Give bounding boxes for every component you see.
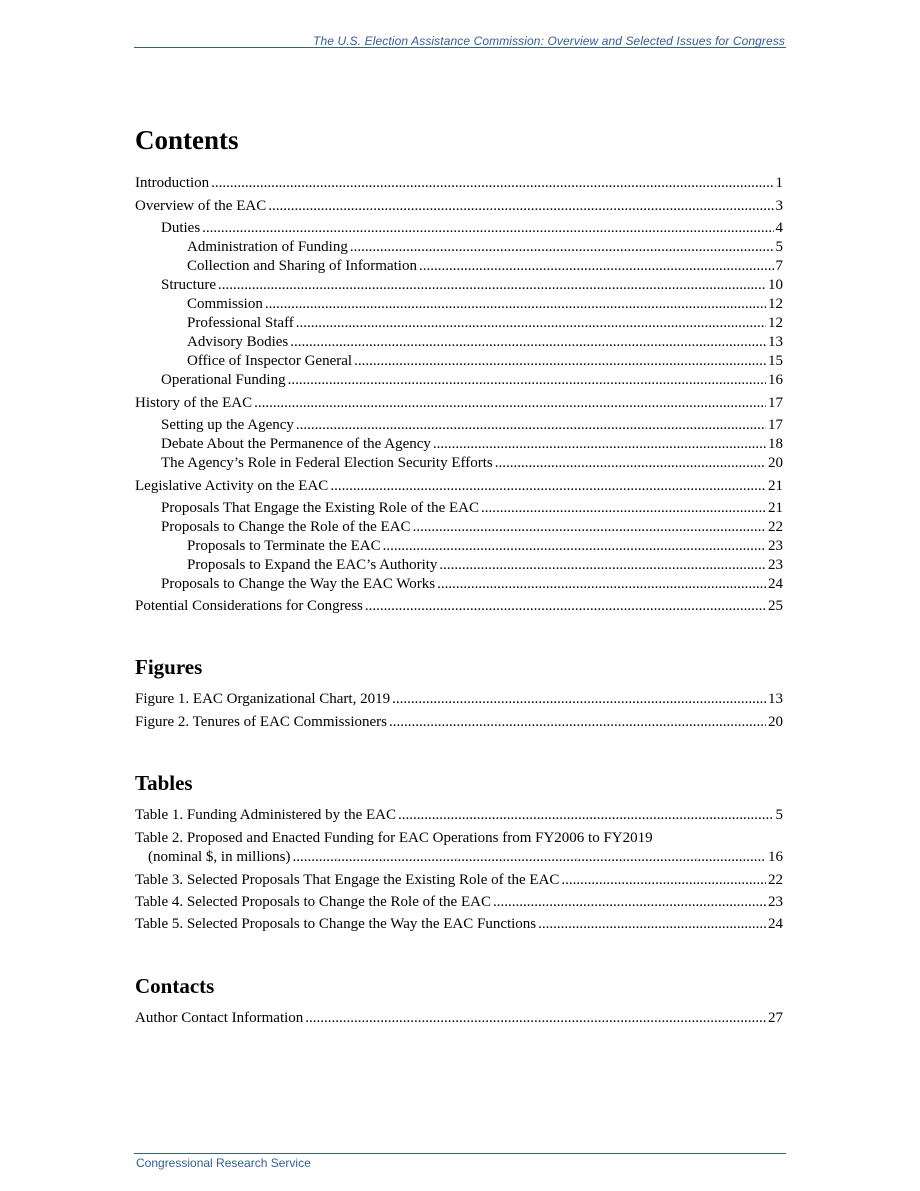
toc-entry-history[interactable]: [135, 394, 783, 413]
toc-entry-text: Potential Considerations for Congress: [135, 598, 363, 614]
toc-entry-text: Table 2. Proposed and Enacted Funding for EAC Operations from FY2006 to FY2019: [135, 830, 653, 846]
toc-leader-dots: [495, 454, 766, 473]
toc-entry-text: Overview of the EAC: [135, 198, 267, 214]
toc-page-number: 12: [768, 315, 783, 331]
toc-leader-dots: [493, 893, 766, 912]
toc-page-number: 23: [768, 538, 783, 554]
toc-page-number: 3: [775, 198, 783, 214]
toc-leader-dots: [392, 690, 766, 709]
toc-entry-inspector-general[interactable]: [135, 352, 783, 371]
toc-leader-dots: [413, 518, 766, 537]
toc-entry-election-security[interactable]: [135, 454, 783, 473]
toc-leader-dots: [350, 238, 774, 257]
toc-leader-dots: [433, 435, 766, 454]
toc-entry-professional-staff[interactable]: [135, 314, 783, 333]
toc-leader-dots: [288, 371, 766, 390]
toc-leader-dots: [389, 713, 766, 732]
toc-page-number: 27: [768, 1010, 783, 1026]
toc-page-number: 10: [768, 277, 783, 293]
toc-entry-operational-funding[interactable]: [135, 371, 783, 390]
toc-page-number: 5: [775, 807, 783, 823]
toc-entry-engage-existing-role[interactable]: [135, 499, 783, 518]
toc-page-number: 22: [768, 519, 783, 535]
figures-heading: Figures: [135, 655, 203, 679]
header-rule: [134, 47, 786, 48]
toc-leader-dots: [398, 806, 773, 825]
toc-entry-change-role[interactable]: [135, 518, 783, 537]
figure-entry-tenures[interactable]: [135, 713, 783, 732]
toc-leader-dots: [437, 575, 766, 594]
toc-page-number: 5: [775, 239, 783, 255]
toc-entry-permanence-debate[interactable]: [135, 435, 783, 454]
toc-leader-dots: [290, 333, 766, 352]
toc-page-number: 18: [768, 436, 783, 452]
toc-entry-commission[interactable]: [135, 295, 783, 314]
toc-entry-potential-considerations[interactable]: [135, 597, 783, 616]
toc-page-number: 24: [768, 576, 783, 592]
toc-page-number: 23: [768, 557, 783, 573]
toc-page-number: 16: [768, 849, 783, 865]
toc-page-number: 21: [768, 478, 783, 494]
toc-page-number: 23: [768, 894, 783, 910]
table-entry-engage-existing-role[interactable]: [135, 871, 783, 890]
toc-entry-text: Table 1. Funding Administered by the EAC: [135, 807, 397, 823]
toc-entry-text: Commission: [187, 296, 263, 312]
table-entry-change-role[interactable]: [135, 893, 783, 912]
toc-page-number: 16: [768, 372, 783, 388]
toc-page-number: 15: [768, 353, 783, 369]
toc-entry-text: Structure: [161, 277, 216, 293]
toc-page-number: 7: [775, 258, 783, 274]
toc-leader-dots: [211, 174, 773, 193]
toc-entry-text: Administration of Funding: [187, 239, 348, 255]
toc-entry-text: Duties: [161, 220, 201, 236]
toc-entry-text: Proposals to Terminate the EAC: [187, 538, 381, 554]
running-header: The U.S. Election Assistance Commission: Overview and Selected Issues for Congress: [313, 34, 785, 48]
toc-entry-introduction[interactable]: [135, 174, 783, 193]
toc-entry-text: Advisory Bodies: [187, 334, 289, 350]
toc-entry-duties[interactable]: [135, 219, 783, 238]
toc-leader-dots: [419, 257, 774, 276]
toc-leader-dots: [293, 848, 767, 867]
toc-page-number: 25: [768, 598, 783, 614]
toc-entry-terminate[interactable]: [135, 537, 783, 556]
toc-leader-dots: [202, 219, 773, 238]
toc-leader-dots: [268, 197, 773, 216]
toc-entry-collection-sharing[interactable]: [135, 257, 783, 276]
toc-leader-dots: [296, 314, 766, 333]
toc-entry-setting-up[interactable]: [135, 416, 783, 435]
toc-entry-text: Proposals That Engage the Existing Role of the EAC: [161, 500, 480, 516]
footer-rule: [134, 1153, 786, 1154]
toc-entry-legislative-activity[interactable]: [135, 477, 783, 496]
toc-page-number: 17: [768, 395, 783, 411]
tables-heading: Tables: [135, 771, 193, 795]
toc-page-number: 20: [768, 714, 783, 730]
toc-entry-text: Legislative Activity on the EAC: [135, 478, 329, 494]
toc-entry-text: Proposals to Expand the EAC’s Authority: [187, 557, 438, 573]
toc-entry-text: Debate About the Permanence of the Agency: [161, 436, 431, 452]
toc-entry-structure[interactable]: [135, 276, 783, 295]
contacts-heading: Contacts: [135, 974, 215, 998]
toc-entry-text: The Agency’s Role in Federal Election Security Efforts: [161, 455, 493, 471]
toc-entry-overview[interactable]: [135, 197, 783, 216]
toc-entry-text: Collection and Sharing of Information: [187, 258, 417, 274]
toc-entry-text: Figure 1. EAC Organizational Chart, 2019: [135, 691, 391, 707]
toc-entry-text: Professional Staff: [187, 315, 294, 331]
toc-entry-text: Figure 2. Tenures of EAC Commissioners: [135, 714, 387, 730]
toc-leader-dots: [383, 537, 766, 556]
toc-entry-text: Introduction: [135, 175, 210, 191]
toc-page-number: 24: [768, 916, 783, 932]
toc-leader-dots: [481, 499, 766, 518]
toc-leader-dots: [354, 352, 766, 371]
toc-entry-text: History of the EAC: [135, 395, 253, 411]
table-entry-proposed-enacted-funding[interactable]: [135, 829, 783, 867]
table-entry-funding-administered[interactable]: [135, 806, 783, 825]
toc-entry-text: Operational Funding: [161, 372, 286, 388]
toc-page-number: 13: [768, 691, 783, 707]
footer-organization: Congressional Research Service: [136, 1156, 311, 1170]
toc-leader-dots: [561, 871, 766, 890]
table-entry-change-way-functions[interactable]: [135, 915, 783, 934]
toc-page-number: 22: [768, 872, 783, 888]
toc-leader-dots: [439, 556, 766, 575]
toc-entry-text: Office of Inspector General: [187, 353, 353, 369]
toc-leader-dots: [265, 295, 766, 314]
toc-leader-dots: [296, 416, 766, 435]
toc-page-number: 4: [775, 220, 783, 236]
toc-entry-expand-authority[interactable]: [135, 556, 783, 575]
toc-entry-text: Table 3. Selected Proposals That Engage the Existing Role of the EAC: [135, 872, 560, 888]
toc-page-number: 20: [768, 455, 783, 471]
toc-entry-text: Table 5. Selected Proposals to Change the Way the EAC Functions: [135, 916, 537, 932]
toc-entry-advisory-bodies[interactable]: [135, 333, 783, 352]
toc-leader-dots: [330, 477, 766, 496]
toc-page-number: 17: [768, 417, 783, 433]
toc-page-number: 12: [768, 296, 783, 312]
toc-entry-text: Setting up the Agency: [161, 417, 294, 433]
toc-entry-administration-of-funding[interactable]: [135, 238, 783, 257]
toc-page-number: 13: [768, 334, 783, 350]
toc-leader-dots: [218, 276, 766, 295]
toc-entry-text-continued: (nominal $, in millions): [148, 849, 291, 865]
toc-leader-dots: [365, 597, 766, 616]
toc-entry-change-way-works[interactable]: [135, 575, 783, 594]
toc-leader-dots: [305, 1009, 766, 1028]
contact-entry-author-info[interactable]: [135, 1009, 783, 1028]
toc-leader-dots: [538, 915, 766, 934]
toc-entry-text: Table 4. Selected Proposals to Change the Role of the EAC: [135, 894, 491, 910]
toc-page-number: 21: [768, 500, 783, 516]
toc-entry-text: Proposals to Change the Role of the EAC: [161, 519, 411, 535]
toc-leader-dots: [254, 394, 766, 413]
toc-page-number: 1: [775, 175, 783, 191]
toc-entry-text: Author Contact Information: [135, 1010, 304, 1026]
contents-heading: Contents: [135, 125, 239, 155]
figure-entry-org-chart[interactable]: [135, 690, 783, 709]
toc-entry-text: Proposals to Change the Way the EAC Works: [161, 576, 436, 592]
